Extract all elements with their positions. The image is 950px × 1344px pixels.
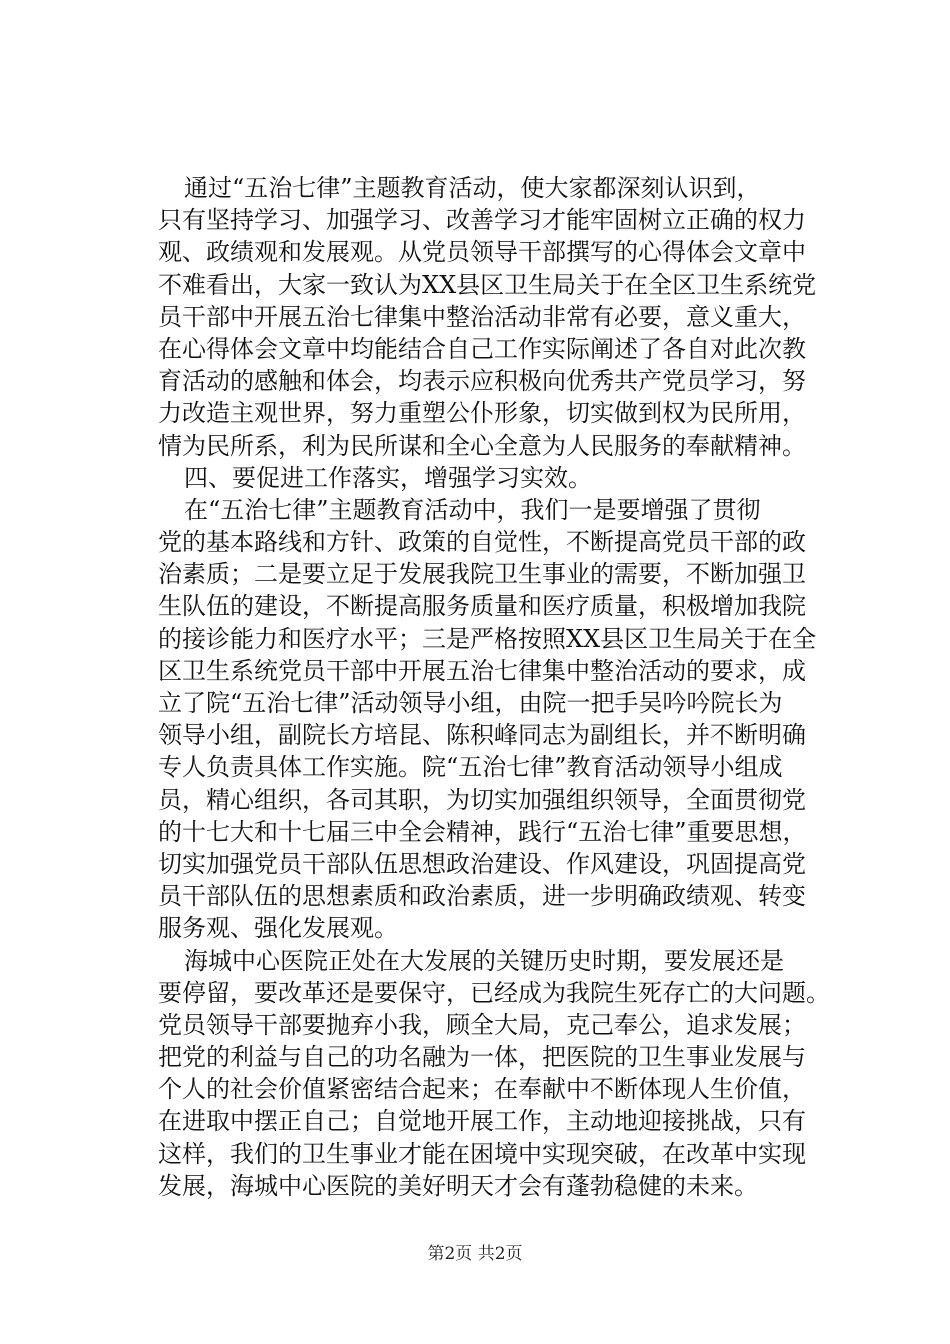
text-line: 要停留，要改革还是要保守，已经成为我院生死存亡的大问题。 (158, 978, 830, 1007)
text-line: 党的基本路线和方针、政策的自觉性，不断提高党员干部的政 (158, 528, 806, 557)
text-line: 把党的利益与自己的功名融为一体，把医院的卫生事业发展与 (158, 1043, 806, 1072)
text-line: 不难看出，大家一致认为XX县区卫生局关于在全区卫生系统党 (158, 270, 817, 299)
text-line: 党员领导干部要抛弃小我，顾全大局，克己奉公，追求发展； (158, 1010, 806, 1039)
text-line: 区卫生系统党员干部中开展五治七律集中整治活动的要求，成 (158, 656, 806, 685)
text-line: 员干部队伍的思想素质和政治素质，进一步明确政绩观、转变 (158, 882, 806, 911)
text-line: 只有坚持学习、加强学习、改善学习才能牢固树立正确的权力 (158, 206, 806, 235)
document-body (158, 172, 838, 1202)
text-line: 切实加强党员干部队伍思想政治建设、作风建设，巩固提高党 (158, 849, 806, 878)
text-line: 立了院“五治七律”活动领导小组，由院一把手吴吟吟院长为 (158, 689, 783, 717)
text-line: 观、政绩观和发展观。从党员领导干部撰写的心得体会文章中 (158, 238, 806, 267)
text-line: 员干部中开展五治七律集中整治活动非常有必要，意义重大， (158, 302, 806, 331)
text-line: 专人负责具体工作实施。院“五治七律”教育活动领导小组成 (158, 753, 783, 782)
text-line: 治素质；二是要立足于发展我院卫生事业的需要，不断加强卫 (158, 560, 806, 589)
text-line: 的接诊能力和医疗水平；三是严格按照XX县区卫生局关于在全 (158, 624, 817, 653)
text-line: 个人的社会价值紧密结合起来；在奉献中不断体现人生价值， (158, 1075, 806, 1104)
page-footer: 第2页 共2页 (427, 1244, 523, 1264)
text-line: 海城中心医院正处在大发展的关键历史时期，要发展还是 (184, 946, 784, 975)
text-line: 通过“五治七律”主题教育活动，使大家都深刻认识到， (184, 174, 761, 202)
text-line: 这样，我们的卫生事业才能在困境中实现突破，在改革中实现 (158, 1139, 806, 1168)
text-line: 力改造主观世界，努力重塑公仆形象，切实做到权为民所用， (158, 399, 806, 428)
text-line: 员，精心组织，各司其职，为切实加强组织领导，全面贯彻党 (158, 785, 806, 814)
text-line: 情为民所系，利为民所谋和全心全意为人民服务的奉献精神。 (158, 431, 806, 460)
text-line: 在进取中摆正自己；自觉地开展工作，主动地迎接挑战，只有 (158, 1107, 806, 1136)
text-line: 的十七大和十七届三中全会精神，践行“五治七律”重要思想， (158, 817, 807, 846)
text-line: 四、要促进工作落实，增强学习实效。 (184, 463, 592, 492)
text-line: 在“五治七律”主题教育活动中，我们一是要增强了贯彻 (184, 495, 761, 524)
text-line: 在心得体会文章中均能结合自己工作实际阐述了各自对此次教 (158, 334, 806, 363)
text-line: 领导小组，副院长方培昆、陈积峰同志为副组长，并不断明确 (158, 721, 806, 750)
text-line: 发展，海城中心医院的美好明天才会有蓬勃稳健的未来。 (158, 1171, 758, 1200)
text-line: 育活动的感触和体会，均表示应积极向优秀共产党员学习，努 (158, 367, 806, 396)
text-line: 服务观、强化发展观。 (158, 914, 398, 943)
text-line: 生队伍的建设，不断提高服务质量和医疗质量，积极增加我院 (158, 592, 806, 621)
